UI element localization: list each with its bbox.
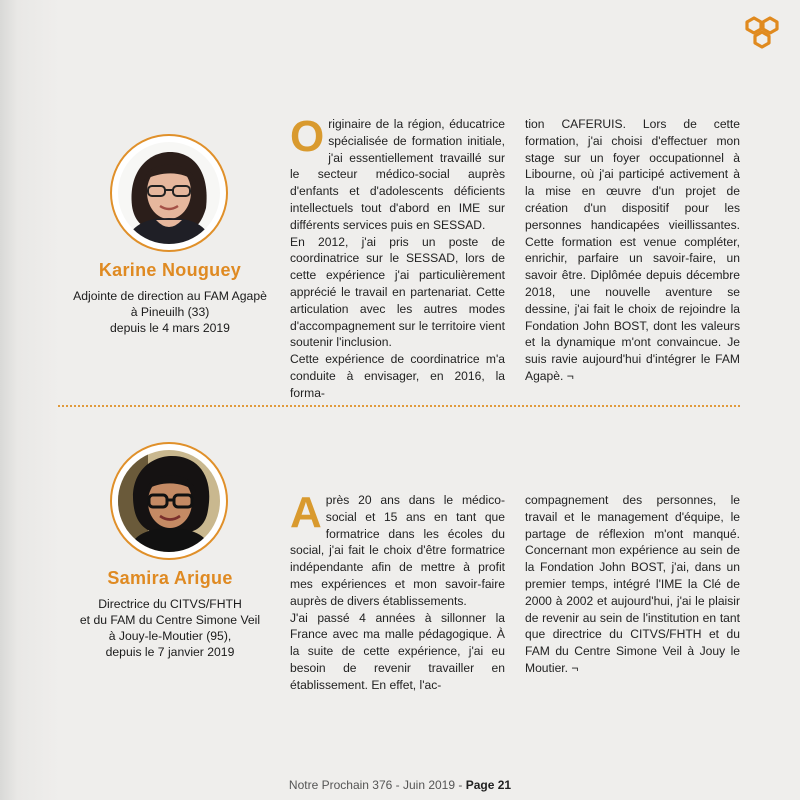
person-name: Samira Arigue bbox=[107, 568, 233, 588]
person-role bbox=[60, 288, 280, 336]
page-number: Page 21 bbox=[465, 778, 512, 792]
paragraph: compagnement des personnes, le travail et le management d'équipe, le partage de réflexion m'ont manqué. Concernant mon expérience au sein de la Fondation John BOST, j'ai, dans un premier temps, intégré l'IME la Clé de 2000 à 2002 et aujourd'hui, j'ai le plaisir de revenir au sein de l'institution en tant que directrice du CITVS/FHTH et du FAM du Centre Simone Veil à Jouy le Moutier. ¬ bbox=[525, 493, 740, 675]
paragraph: tion CAFERUIS. Lors de cette formation, j'ai choisi d'effectuer mon stage sur un foyer occupationnel à Libourne, où j'ai participé activement à la mise en œuvre d'un projet de création d'un dispositif pour les personnes handicapées vieillissantes. Cette formation est venue compléter, enrichir, parfaire un savoir-faire, un savoir être. Diplômée depuis décembre 2018, une nouvelle aventure se dessine, j'ai fait le choix de rejoindre la Fondation John BOST, dont les valeurs et la dynamique m'ont convaincue. Je suis ravie aujourd'hui d'intégrer le FAM Agapè. ¬ bbox=[525, 117, 740, 383]
role-line: depuis le 4 mars 2019 bbox=[110, 321, 230, 335]
paragraph: Cette expérience de coordinatrice m'a conduite à envisager, en 2016, la forma- bbox=[290, 352, 505, 400]
hexagon-honeycomb-icon bbox=[742, 14, 782, 54]
paragraph: J'ai passé 4 années à sillonner la France avec ma malle pédagogique. À la suite de cette expérience, j'ai eu besoin de revenir travailler en établissement. En effet, l'ac- bbox=[290, 610, 505, 692]
paragraph: riginaire de la région, éducatrice spécialisée de formation initiale, j'ai essentiellement travaillé sur le secteur médico-social auprès d'enfants et d'adolescents déficients intellectuels tout d'abord en IME sur différents services puis en SESSAD. bbox=[290, 117, 505, 232]
article1-column-left bbox=[290, 112, 505, 402]
avatar bbox=[118, 142, 220, 244]
article2-column-left bbox=[290, 488, 505, 694]
paragraph: En 2012, j'ai pris un poste de coordinatrice sur le SESSAD, lors de cette expérience j'ai particulièrement apprécié le travail en partenariat. Cette articulation avec les autres modes d'accompagnement sur le territoire vient soutenir l'inclusion. bbox=[290, 234, 505, 350]
role-line: Adjointe de direction au FAM Agapè bbox=[73, 289, 267, 303]
section-divider bbox=[58, 405, 740, 407]
article1-column-right bbox=[525, 116, 740, 385]
person-name: Karine Nouguey bbox=[98, 260, 242, 280]
role-line: à Pineuilh (33) bbox=[130, 305, 210, 319]
article2-column-right bbox=[525, 492, 740, 677]
role-line: et du FAM du Centre Simone Veil bbox=[79, 613, 261, 627]
avatar bbox=[118, 450, 220, 552]
footer-text: Notre Prochain 376 - Juin 2019 - bbox=[288, 778, 466, 792]
paragraph: près 20 ans dans le médico-social et 15 ans en tant que formatrice dans les écoles du social, j'ai fait le choix d'être formatrice indépendante afin de mettre à profit mes expériences et mon savoir-faire auprès de divers établissements. bbox=[290, 493, 505, 608]
avatar-frame bbox=[110, 134, 228, 252]
avatar-frame bbox=[110, 442, 228, 560]
person-role bbox=[60, 596, 280, 660]
role-line: depuis le 7 janvier 2019 bbox=[105, 645, 235, 659]
page-footer bbox=[0, 778, 800, 792]
role-line: à Jouy-le-Moutier (95), bbox=[108, 629, 232, 643]
role-line: Directrice du CITVS/FHTH bbox=[98, 597, 242, 611]
drop-cap: A bbox=[290, 488, 322, 537]
drop-cap: O bbox=[290, 112, 325, 161]
